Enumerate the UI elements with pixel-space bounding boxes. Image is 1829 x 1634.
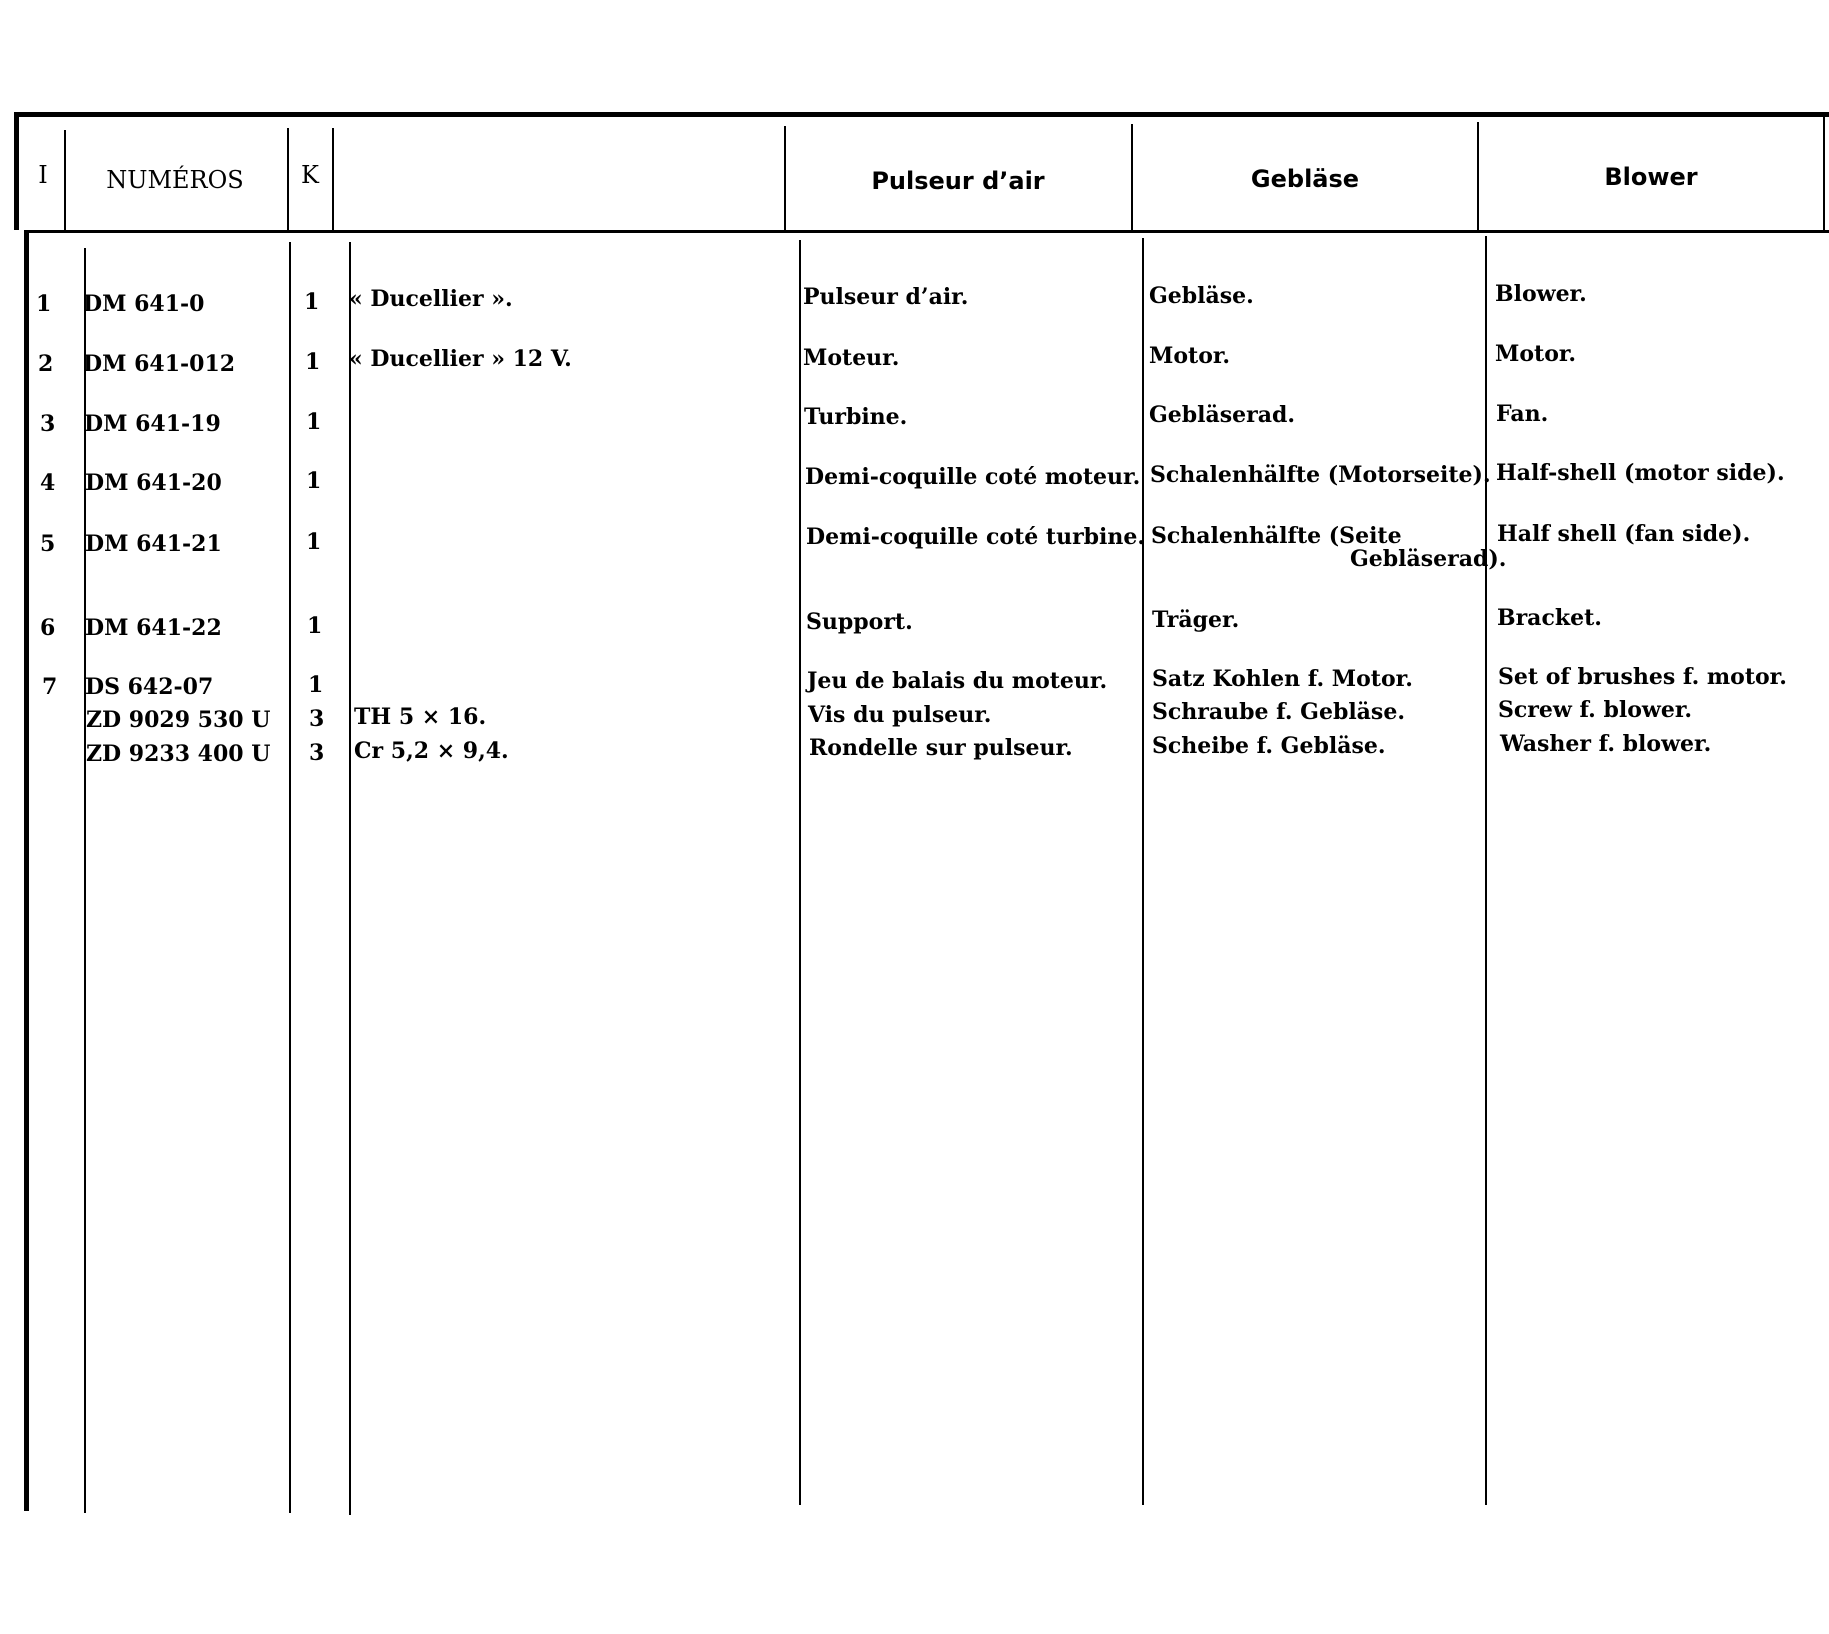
row-4-fr: Demi-coquille coté moteur.: [805, 464, 1141, 490]
row-2-k: 1: [305, 349, 321, 375]
row-9-remark: Cr 5,2 × 9,4.: [354, 738, 509, 764]
row-4-numero: DM 641-20: [85, 470, 222, 496]
row-2-index: 2: [38, 351, 54, 377]
header-right-border: [1823, 117, 1825, 230]
row-1-de: Gebläse.: [1149, 283, 1254, 309]
row-7-de: Satz Kohlen f. Motor.: [1152, 666, 1413, 692]
row-8-fr: Vis du pulseur.: [808, 702, 992, 728]
row-1-remark: « Ducellier ».: [349, 286, 513, 312]
row-9-de: Scheibe f. Gebläse.: [1152, 733, 1386, 759]
header-divider-3: [332, 128, 334, 230]
row-5-k: 1: [306, 529, 322, 555]
row-2-remark: « Ducellier » 12 V.: [349, 346, 572, 372]
row-7-fr: Jeu de balais du moteur.: [807, 668, 1108, 694]
row-3-k: 1: [306, 409, 322, 435]
row-5-de-line2: Gebläserad).: [1350, 546, 1507, 572]
body-divider-3: [349, 242, 351, 1515]
row-6-en: Bracket.: [1497, 605, 1602, 631]
row-9-numero: ZD 9233 400 U: [86, 741, 271, 767]
header-numeros: NUMÉROS: [106, 166, 244, 194]
row-3-numero: DM 641-19: [84, 411, 221, 437]
row-4-de: Schalenhälfte (Motorseite).: [1150, 462, 1491, 488]
row-5-numero: DM 641-21: [85, 531, 222, 557]
row-3-index: 3: [40, 411, 56, 437]
row-7-en: Set of brushes f. motor.: [1498, 664, 1787, 690]
row-1-numero: DM 641-0: [83, 291, 205, 317]
row-8-en: Screw f. blower.: [1498, 697, 1693, 723]
row-7-numero: DS 642-07: [85, 674, 214, 700]
row-8-numero: ZD 9029 530 U: [86, 707, 271, 733]
row-2-de: Motor.: [1149, 343, 1231, 369]
header-divider-2: [287, 128, 289, 230]
row-9-en: Washer f. blower.: [1500, 731, 1712, 757]
body-divider-4: [799, 240, 801, 1505]
row-1-en: Blower.: [1495, 281, 1587, 307]
header-divider-4: [784, 126, 786, 230]
row-5-fr: Demi-coquille coté turbine.: [806, 524, 1146, 550]
row-9-fr: Rondelle sur pulseur.: [809, 735, 1073, 761]
table-header-rule: [24, 230, 1829, 233]
row-2-numero: DM 641-012: [83, 351, 236, 377]
row-8-de: Schraube f. Gebläse.: [1152, 699, 1405, 725]
header-french: Pulseur d’air: [871, 167, 1045, 195]
row-2-en: Motor.: [1495, 341, 1577, 367]
row-1-k: 1: [304, 289, 320, 315]
body-divider-5: [1142, 238, 1144, 1505]
row-6-index: 6: [40, 615, 56, 641]
row-3-en: Fan.: [1496, 401, 1549, 427]
header-left-border: [14, 117, 19, 230]
header-index: I: [38, 161, 48, 189]
row-9-k: 3: [309, 740, 325, 766]
row-5-en: Half shell (fan side).: [1497, 521, 1751, 547]
row-1-fr: Pulseur d’air.: [803, 284, 969, 310]
row-1-index: 1: [36, 291, 52, 317]
header-english: Blower: [1604, 163, 1698, 191]
row-3-de: Gebläserad.: [1149, 402, 1296, 428]
row-4-en: Half-shell (motor side).: [1496, 460, 1785, 486]
row-6-numero: DM 641-22: [85, 615, 222, 641]
row-3-fr: Turbine.: [804, 404, 908, 430]
row-7-k: 1: [308, 672, 324, 698]
row-8-remark: TH 5 × 16.: [354, 704, 487, 730]
header-divider-1: [64, 130, 66, 230]
row-5-index: 5: [40, 531, 56, 557]
row-7-index: 7: [42, 674, 58, 700]
body-divider-6: [1485, 236, 1487, 1505]
row-2-fr: Moteur.: [803, 345, 900, 371]
body-left-border: [24, 233, 29, 1511]
row-4-k: 1: [306, 468, 322, 494]
header-k: K: [301, 161, 319, 189]
row-8-k: 3: [309, 706, 325, 732]
row-6-de: Träger.: [1152, 607, 1240, 633]
table-top-rule: [14, 112, 1829, 117]
row-5-de-line1: Schalenhälfte (Seite: [1151, 523, 1402, 549]
header-divider-6: [1477, 122, 1479, 230]
row-4-index: 4: [40, 470, 56, 496]
row-6-k: 1: [307, 613, 323, 639]
row-6-fr: Support.: [806, 609, 913, 635]
body-divider-2: [289, 242, 291, 1513]
header-german: Gebläse: [1250, 165, 1360, 193]
header-divider-5: [1131, 124, 1133, 230]
